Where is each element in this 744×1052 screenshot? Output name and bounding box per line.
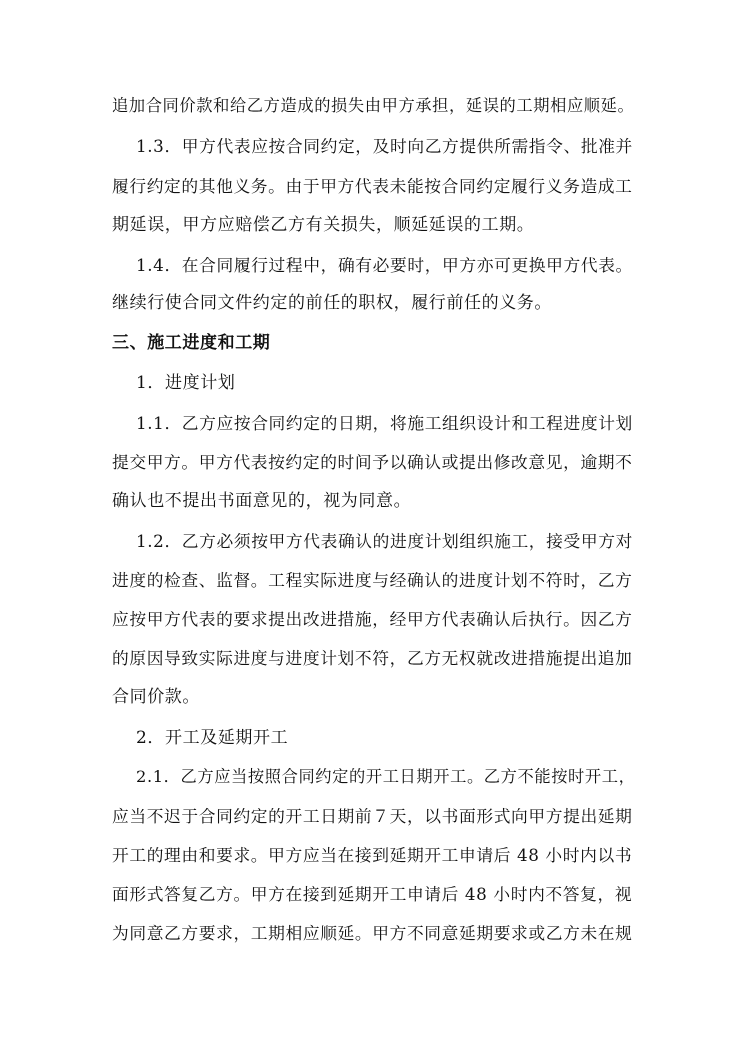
text-line: 合同价款。 <box>112 687 200 707</box>
text-line: 应当不迟于合同约定的开工日期前７天，以书面形式向甲方提出延期 <box>112 806 633 826</box>
text-line: 开工的理由和要求。甲方应当在接到延期开工申请后 48 小时内以书 <box>112 845 633 865</box>
text-line: 追加合同价款和给乙方造成的损失由甲方承担，延误的工期相应顺延。 <box>112 96 635 115</box>
text-line: 提交甲方。甲方代表按约定的时间予以确认或提出修改意见，逾期不 <box>112 452 633 472</box>
text-line: 1.4．在合同履行过程中，确有必要时，甲方亦可更换甲方代表。 <box>136 255 633 275</box>
text-line: 应按甲方代表的要求提出改进措施，经甲方代表确认后执行。因乙方 <box>112 609 633 629</box>
text-line: 2.1．乙方应当按照合同约定的开工日期开工。乙方不能按时开工， <box>136 767 636 786</box>
subsection-heading: 1．进度计划 <box>136 373 236 393</box>
text-line: 期延误，甲方应赔偿乙方有关损失，顺延延误的工期。 <box>112 215 535 235</box>
text-line: 进度的检查、监督。工程实际进度与经确认的进度计划不符时，乙方 <box>112 570 633 590</box>
text-line: 为同意乙方要求，工期相应顺延。甲方不同意延期要求或乙方未在规 <box>112 923 633 943</box>
text-line: 1.1．乙方应按合同约定的日期，将施工组织设计和工程进度计划 <box>136 413 633 433</box>
text-line: 1.2．乙方必须按甲方代表确认的进度计划组织施工，接受甲方对 <box>136 531 633 551</box>
text-line: 履行约定的其他义务。由于甲方代表未能按合同约定履行义务造成工 <box>112 176 633 196</box>
section-heading: 三、施工进度和工期 <box>112 333 271 353</box>
text-line: 继续行使合同文件约定的前任的职权，履行前任的义务。 <box>112 293 552 313</box>
text-line: 确认也不提出书面意见的，视为同意。 <box>112 491 412 511</box>
text-line: 1.3．甲方代表应按合同约定，及时向乙方提供所需指令、批准并 <box>136 136 633 156</box>
text-line: 的原因导致实际进度与进度计划不符，乙方无权就改进措施提出追加 <box>112 648 633 668</box>
text-line: 面形式答复乙方。甲方在接到延期开工申请后 48 小时内不答复，视 <box>112 884 633 904</box>
subsection-heading: 2．开工及延期开工 <box>136 728 289 748</box>
